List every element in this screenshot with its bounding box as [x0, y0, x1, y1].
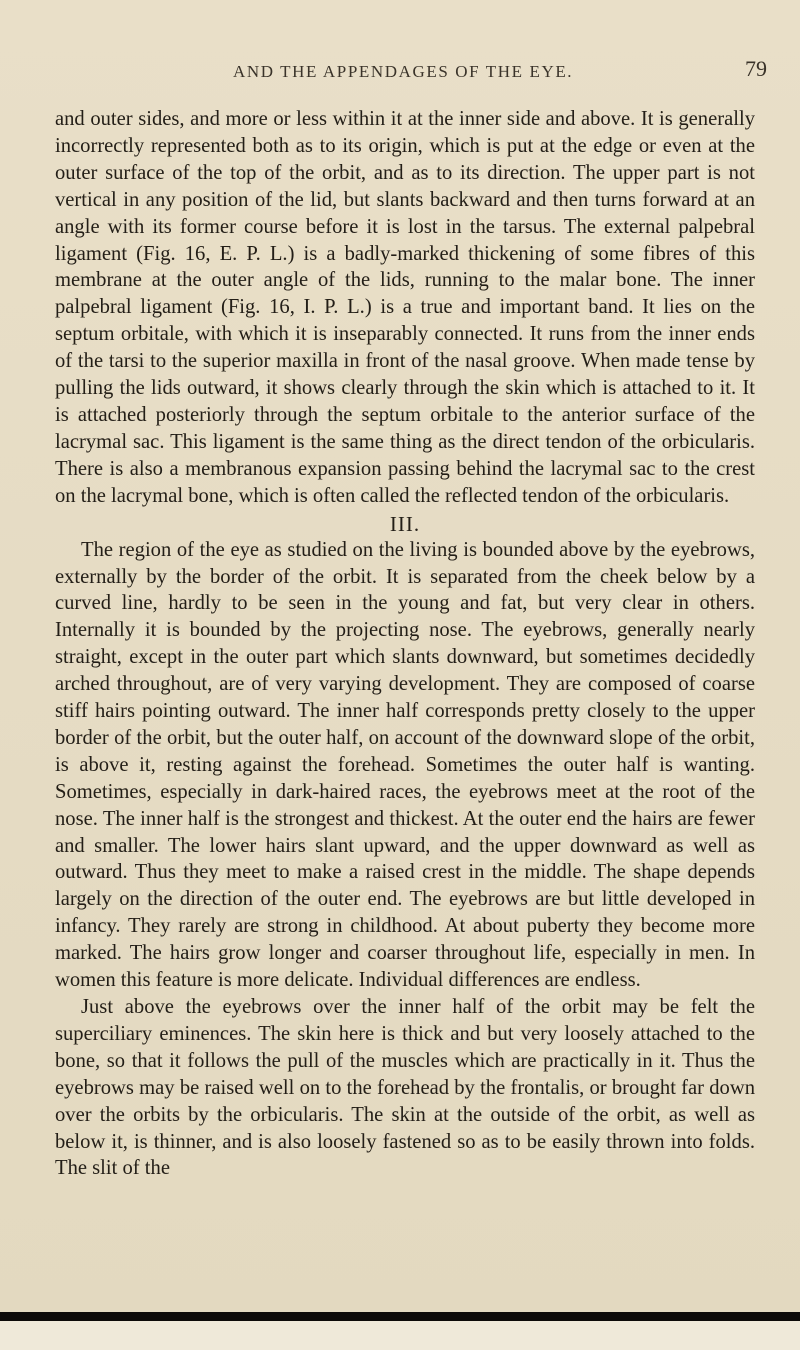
paragraph-2: The region of the eye as studied on the living is bounded above by the eyebrows, externally by the border of the orbit. It is separated from the cheek below by a curved line, hardly to be seen in the young and fat, but very clear in others. Internally it is bounded by the projecting nose. The eyebrows, generally nearly straight, except in the outer part which slants downward, but sometimes decidedly arched throughout, are of very varying development. They are composed of coarse stiff hairs pointing outward. The inner half corresponds pretty closely to the upper border of the orbit, but the outer half, on account of the downward slope of the orbit, is above it, resting against the forehead. Sometimes the outer half is wanting. Sometimes, especially in dark-haired races, the eyebrows meet at the root of the nose. The inner half is the strongest and thickest. At the outer end the hairs are fewer and smaller. The lower hairs slant upward, and the upper downward as well as outward. Thus they meet to make a raised crest in the middle. The shape depends largely on the direction of the outer end. The eyebrows are but little developed in infancy. They rarely are strong in childhood. At about puberty they become more marked. The hairs grow longer and coarser throughout life, especially in men. In women this feature is more delicate. Individual differences are endless.	[55, 538, 755, 992]
page-number: 79	[745, 56, 767, 81]
paragraph-3: Just above the eyebrows over the inner half of the orbit may be felt the superciliary eminences. The skin here is thick and but very loosely attached to the bone, so that it follows the pull of the muscles which are practically in it. Thus the eyebrows may be raised well on to the forehead by the frontalis, or brought far down over the orbits by the orbicularis. The skin at the outside of the orbit, as well as below it, is thinner, and is also loosely fastened so as to be easily thrown into folds. The slit of the	[55, 996, 755, 1180]
scan-edge-bar	[0, 1312, 800, 1321]
running-head: AND THE APPENDAGES OF THE EYE.	[233, 62, 574, 81]
scan-margin	[0, 1321, 800, 1350]
body-text	[55, 106, 755, 1182]
paragraph-1: and outer sides, and more or less within it at the inner side and above. It is generally incorrectly represented both as to its origin, which is put at the edge or even at the outer surface of the top of the orbit, and as to its direction. The upper part is not vertical in any position of the lid, but slants backward and then turns forward at an angle with its former course before it is lost in the tarsus. The external palpebral ligament (Fig. 16, E. P. L.) is a badly-marked thickening of some fibres of this membrane at the outer angle of the lids, running to the malar bone. The inner palpebral ligament (Fig. 16, I. P. L.) is a true and important band. It lies on the septum orbitale, with which it is inseparably connected. It runs from the inner ends of the tarsi to the superior maxilla in front of the nasal groove. When made tense by pulling the lids outward, it shows clearly through the skin which is attached to it. It is attached posteriorly through the septum orbitale to the anterior surface of the lacrymal sac. This ligament is the same thing as the direct tendon of the orbicularis. There is also a membranous expansion passing behind the lacrymal sac to the crest on the lacrymal bone, which is often called the reflected tendon of the orbicularis.	[55, 108, 755, 507]
section-heading: III.	[389, 511, 421, 536]
